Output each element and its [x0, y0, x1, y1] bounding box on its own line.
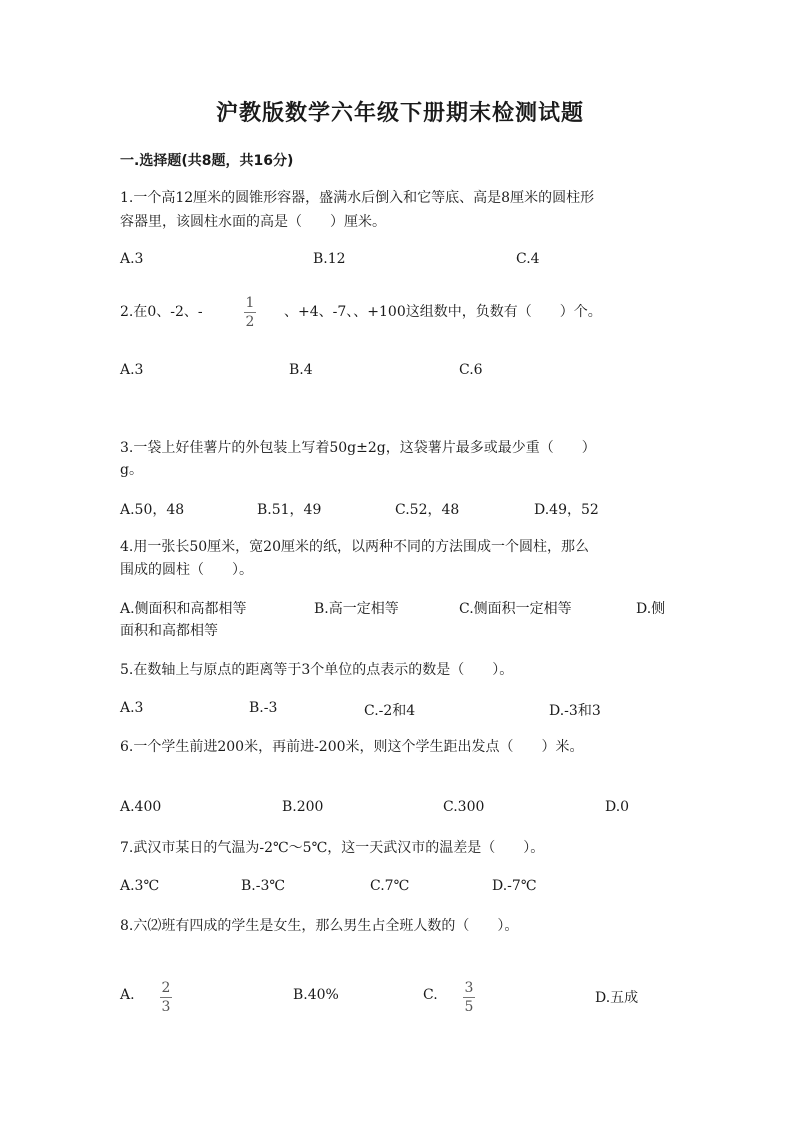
- question-8-option-d: D.五成: [595, 990, 639, 1006]
- question-4-line-2: 围成的圆柱（ ）。: [120, 562, 253, 578]
- question-8-text: 8.六⑵班有四成的学生是女生，那么男生占全班人数的（ ）。: [120, 918, 519, 934]
- fraction-denominator: 2: [245, 314, 255, 330]
- question-5-option-c: C.-2和4: [364, 703, 416, 719]
- question-2-fraction: [244, 295, 256, 330]
- fraction-numerator: 1: [245, 295, 255, 311]
- question-4-option-a: A.侧面积和高都相等: [120, 601, 247, 617]
- question-3-option-b: B.51，49: [257, 502, 322, 518]
- question-4-option-c: C.侧面积一定相等: [459, 601, 572, 617]
- question-6-option-c: C.300: [443, 799, 485, 815]
- question-2-option-b: B.4: [289, 362, 313, 378]
- question-6-text: 6.一个学生前进200米，再前进-200米，则这个学生距出发点（ ）米。: [120, 739, 584, 755]
- question-4-option-d-wrap: 面积和高都相等: [120, 623, 218, 639]
- question-3-line-2: g。: [120, 462, 143, 478]
- question-4-option-b: B.高一定相等: [314, 601, 399, 617]
- question-8-option-a-fraction: [160, 980, 172, 1015]
- question-3-option-d: D.49，52: [534, 502, 599, 518]
- question-3-line-1: 3.一袋上好佳薯片的外包装上写着50g±2g，这袋薯片最多或最少重（ ）: [120, 440, 596, 456]
- fraction-denominator: 5: [464, 999, 474, 1015]
- question-1-option-c: C.4: [516, 251, 540, 267]
- question-5-option-b: B.-3: [249, 700, 278, 716]
- question-4-option-d: D.侧: [636, 601, 666, 617]
- question-3-option-c: C.52，48: [395, 502, 460, 518]
- question-8-option-c-fraction: [463, 980, 475, 1015]
- question-7-option-b: B.-3℃: [241, 878, 286, 894]
- question-6-option-a: A.400: [120, 799, 162, 815]
- question-8-option-c: C.: [423, 987, 438, 1003]
- question-8-option-b: B.40%: [293, 987, 339, 1003]
- question-2-option-c: C.6: [459, 362, 483, 378]
- question-7-text: 7.武汉市某日的气温为-2℃～5℃，这一天武汉市的温差是（ ）。: [120, 840, 545, 856]
- question-7-option-c: C.7℃: [370, 878, 410, 894]
- question-1-line-2: 容器里，该圆柱水面的高是（ ）厘米。: [120, 214, 386, 230]
- fraction-numerator: 2: [161, 980, 171, 996]
- question-7-option-d: D.-7℃: [492, 878, 537, 894]
- question-2-text-before: 2.在0、-2、-: [120, 304, 203, 320]
- fraction-denominator: 3: [161, 999, 171, 1015]
- question-6-option-b: B.200: [282, 799, 324, 815]
- question-1-option-b: B.12: [313, 251, 346, 267]
- fraction-bar: [244, 312, 256, 313]
- section-heading: 一.选择题(共8题，共16分): [120, 153, 294, 169]
- page-title: 沪教版数学六年级下册期末检测试题: [215, 101, 584, 126]
- question-6-option-d: D.0: [605, 799, 630, 815]
- question-3-option-a: A.50，48: [120, 502, 185, 518]
- fraction-bar: [463, 997, 475, 998]
- fraction-bar: [160, 997, 172, 998]
- question-2-option-a: A.3: [120, 362, 144, 378]
- question-4-line-1: 4.用一张长50厘米，宽20厘米的纸，以两种不同的方法围成一个圆柱，那么: [120, 539, 589, 555]
- question-8-option-a: A.: [120, 987, 135, 1003]
- question-5-option-d: D.-3和3: [549, 703, 601, 719]
- fraction-numerator: 3: [464, 980, 474, 996]
- question-2-text-after: 、+4、-7、、+100这组数中，负数有（ ）个。: [284, 304, 602, 320]
- question-7-option-a: A.3℃: [120, 878, 160, 894]
- question-1-line-1: 1.一个高12厘米的圆锥形容器，盛满水后倒入和它等底、高是8厘米的圆柱形: [120, 190, 595, 206]
- question-1-option-a: A.3: [120, 251, 144, 267]
- question-5-text: 5.在数轴上与原点的距离等于3个单位的点表示的数是（ ）。: [120, 662, 514, 678]
- question-5-option-a: A.3: [120, 700, 144, 716]
